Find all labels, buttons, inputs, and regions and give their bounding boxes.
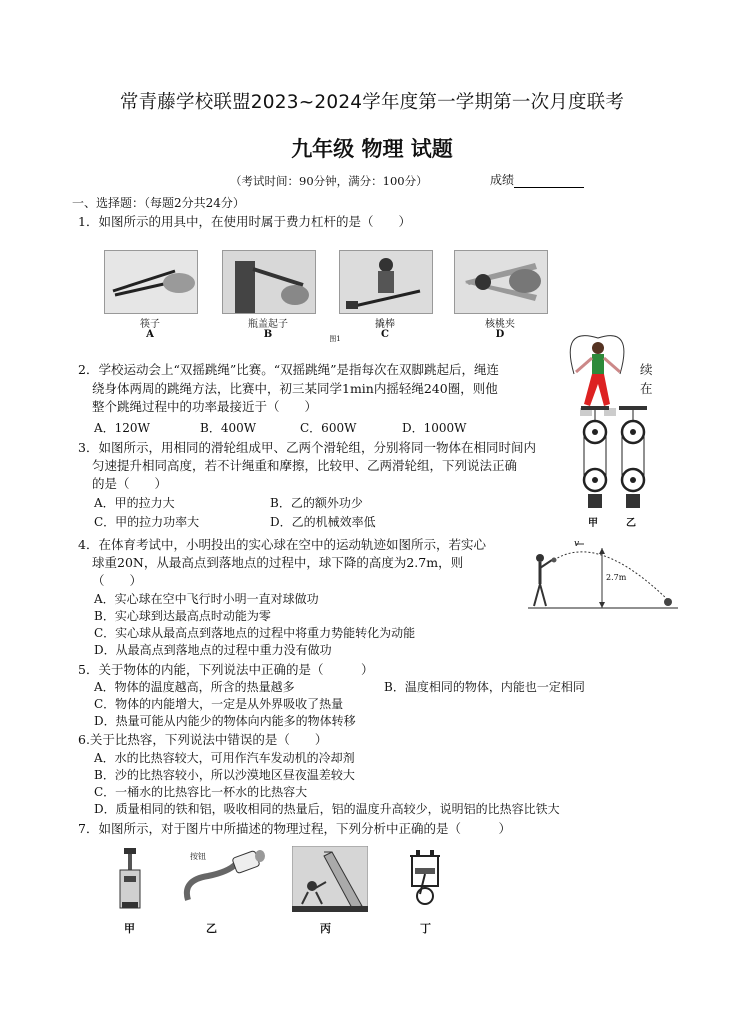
q3-option-b: B．乙的额外功少 xyxy=(270,496,363,510)
q3-line3: 的是（ ） xyxy=(92,476,168,491)
q6-text: 6.关于比热容，下列说法中错误的是（ ） xyxy=(78,732,328,747)
q3-line2: 匀速提升相同高度，若不计绳重和摩擦，比较甲、乙两滑轮组，下列说法正确 xyxy=(92,458,518,473)
score-label: 成绩 xyxy=(490,173,515,187)
exam-title: 常青藤学校联盟2023~2024学年度第一学期第一次月度联考 xyxy=(119,92,625,113)
q7-fig-bing xyxy=(292,846,368,912)
q7-text: 7．如图所示，对于图片中所描述的物理过程，下列分析中正确的是（ ） xyxy=(78,821,511,836)
q2-option-a: A．120W xyxy=(94,421,150,435)
q3-line1: 3．如图所示，用相同的滑轮组成甲、乙两个滑轮组，分别将同一物体在相同时间内 xyxy=(78,440,536,455)
score-blank[interactable] xyxy=(514,175,584,188)
q5-option-d: D．热量可能从内能少的物体向内能多的物体转移 xyxy=(94,714,356,728)
q5-option-c: C．物体的内能增大，一定是从外界吸收了热量 xyxy=(94,697,344,711)
q1-text: 1．如图所示的用具中，在使用时属于费力杠杆的是（ ） xyxy=(78,214,411,229)
crowbar-photo xyxy=(339,250,433,314)
q4-option-c: C．实心球从最高点到落地点的过程中将重力势能转化为动能 xyxy=(94,626,416,640)
q1-letter-b: B xyxy=(263,329,273,340)
bottle-opener-photo xyxy=(222,250,316,314)
q2-line1-tail: 续 xyxy=(640,362,653,377)
q1-caption-c: 撬棒 xyxy=(375,319,395,330)
q7-label-bing: 丙 xyxy=(320,922,331,935)
q5-option-b: B．温度相同的物体，内能也一定相同 xyxy=(384,680,585,694)
q2-option-c: C．600W xyxy=(300,421,357,435)
q6-option-b: B．沙的比热容较小，所以沙漠地区昼夜温差较大 xyxy=(94,768,355,782)
q5-option-a: A．物体的温度越高，所含的热量越多 xyxy=(94,680,295,694)
q7-label-ding: 丁 xyxy=(420,922,431,935)
q7-fig-ding xyxy=(406,850,444,910)
q1-letter-a: A xyxy=(146,329,154,340)
q2-option-d: D．1000W xyxy=(402,421,467,435)
shot-put-figure xyxy=(528,538,680,612)
score-field xyxy=(490,171,584,188)
section-title: 一、选择题：（每题2分共24分） xyxy=(72,196,245,210)
q4-line2: 球重20N，从最高点到落地点的过程中，球下降的高度为2.7m，则 xyxy=(92,555,464,570)
q7-label-jia: 甲 xyxy=(124,922,135,935)
exam-info: （考试时间：90分钟，满分：100分） xyxy=(230,174,428,188)
q4-option-b: B．实心球到达最高点时动能为零 xyxy=(94,609,271,623)
q3-option-c: C．甲的拉力功率大 xyxy=(94,515,200,529)
q1-letter-d: D xyxy=(495,329,505,340)
q2-option-b: B．400W xyxy=(200,421,257,435)
q1-fig-label: 图1 xyxy=(329,335,341,343)
q1-letter-c: C xyxy=(381,329,389,340)
q7-label-yi: 乙 xyxy=(206,922,217,935)
q1-caption-a: 筷子 xyxy=(140,319,160,330)
q4-option-d: D．从最高点到落地点的过程中重力没有做功 xyxy=(94,643,332,657)
q2-line1: 2．学校运动会上“双摇跳绳”比赛。“双摇跳绳”是指每次在双脚跳起后，绳连 xyxy=(78,362,500,377)
q2-line3: 整个跳绳过程中的功率最接近于（ ） xyxy=(92,399,318,414)
q3-option-a: A．甲的拉力大 xyxy=(94,496,175,510)
q6-option-d: D．质量相同的铁和铝，吸收相同的热量后，铝的温度升高较少，说明铝的比热容比铁大 xyxy=(94,802,560,816)
q6-option-a: A．水的比热容较大，可用作汽车发动机的冷却剂 xyxy=(94,751,355,765)
shot-put-v-label: v xyxy=(574,539,580,549)
q1-caption-b: 瓶盖起子 xyxy=(248,319,288,330)
q4-line1: 4．在体育考试中，小明投出的实心球在空中的运动轨迹如图所示，若实心 xyxy=(78,537,486,552)
q7-fig-jia xyxy=(110,846,150,912)
q7-button-label: 按钮 xyxy=(190,852,206,861)
q5-text: 5．关于物体的内能，下列说法中正确的是（ ） xyxy=(78,662,374,677)
q4-option-a: A．实心球在空中飞行时小明一直对球做功 xyxy=(94,592,319,606)
shot-put-height-label: 2.7m xyxy=(606,573,627,582)
pulley-label-jia: 甲 xyxy=(588,518,598,529)
pulley-label-yi: 乙 xyxy=(626,518,636,529)
q3-option-d: D．乙的机械效率低 xyxy=(270,515,376,529)
pulley-figure xyxy=(575,402,653,526)
q2-line2-tail: 在 xyxy=(640,381,653,396)
q4-line3: （ ） xyxy=(92,573,143,588)
q1-caption-d: 核桃夹 xyxy=(485,319,515,330)
q2-line2: 绕身体两周的跳绳方法，比赛中，初三某同学1min内摇轻绳240圈，则他 xyxy=(92,381,498,396)
q6-option-c: C．一桶水的比热容比一杯水的比热容大 xyxy=(94,785,308,799)
nutcracker-photo xyxy=(454,250,548,314)
chopsticks-photo xyxy=(104,250,198,314)
exam-subtitle: 九年级 物理 试题 xyxy=(291,137,453,161)
